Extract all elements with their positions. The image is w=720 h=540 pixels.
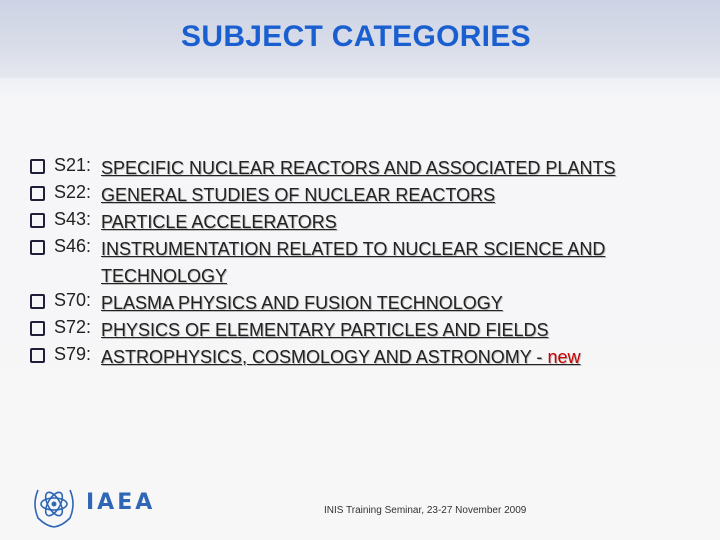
new-badge: new xyxy=(547,347,581,367)
list-item xyxy=(30,290,710,317)
checkbox-bullet-icon xyxy=(30,213,45,228)
list-item xyxy=(30,209,710,236)
category-link[interactable]: GENERAL STUDIES OF NUCLEAR REACTORS xyxy=(101,185,496,205)
category-code: S22: xyxy=(54,182,92,202)
checkbox-bullet-icon xyxy=(30,294,45,309)
list-item xyxy=(30,317,710,344)
checkbox-bullet-icon xyxy=(30,240,45,255)
category-code: S21: xyxy=(54,155,92,175)
category-link[interactable]: SPECIFIC NUCLEAR REACTORS AND ASSOCIATED PLANTS xyxy=(101,158,616,178)
checkbox-bullet-icon xyxy=(30,321,45,336)
category-code: S46: xyxy=(54,236,92,256)
category-list xyxy=(30,155,710,371)
list-item xyxy=(30,236,710,290)
iaea-emblem-icon xyxy=(28,478,80,530)
iaea-logo-text: IAEA xyxy=(86,490,156,515)
checkbox-bullet-icon xyxy=(30,186,45,201)
list-item xyxy=(30,182,710,209)
category-code: S43: xyxy=(54,209,92,229)
category-code: S72: xyxy=(54,317,92,337)
footer-text: INIS Training Seminar, 23-27 November 2009 xyxy=(324,505,527,516)
checkbox-bullet-icon xyxy=(30,348,45,363)
category-link[interactable]: PLASMA PHYSICS AND FUSION TECHNOLOGY xyxy=(101,293,503,313)
checkbox-bullet-icon xyxy=(30,159,45,174)
category-link-text[interactable]: ASTROPHYSICS, COSMOLOGY AND ASTRONOMY - xyxy=(101,347,548,367)
list-item xyxy=(30,155,710,182)
category-link[interactable] xyxy=(101,344,701,371)
page-title: SUBJECT CATEGORIES xyxy=(181,20,531,53)
category-link[interactable]: PARTICLE ACCELERATORS xyxy=(101,212,337,232)
category-link[interactable]: INSTRUMENTATION RELATED TO NUCLEAR SCIENCE AND TECHNOLOGY xyxy=(101,239,606,286)
list-item xyxy=(30,344,710,371)
category-link[interactable]: PHYSICS OF ELEMENTARY PARTICLES AND FIELDS xyxy=(101,320,549,340)
category-code: S79: xyxy=(54,344,92,364)
category-code: S70: xyxy=(54,290,92,310)
